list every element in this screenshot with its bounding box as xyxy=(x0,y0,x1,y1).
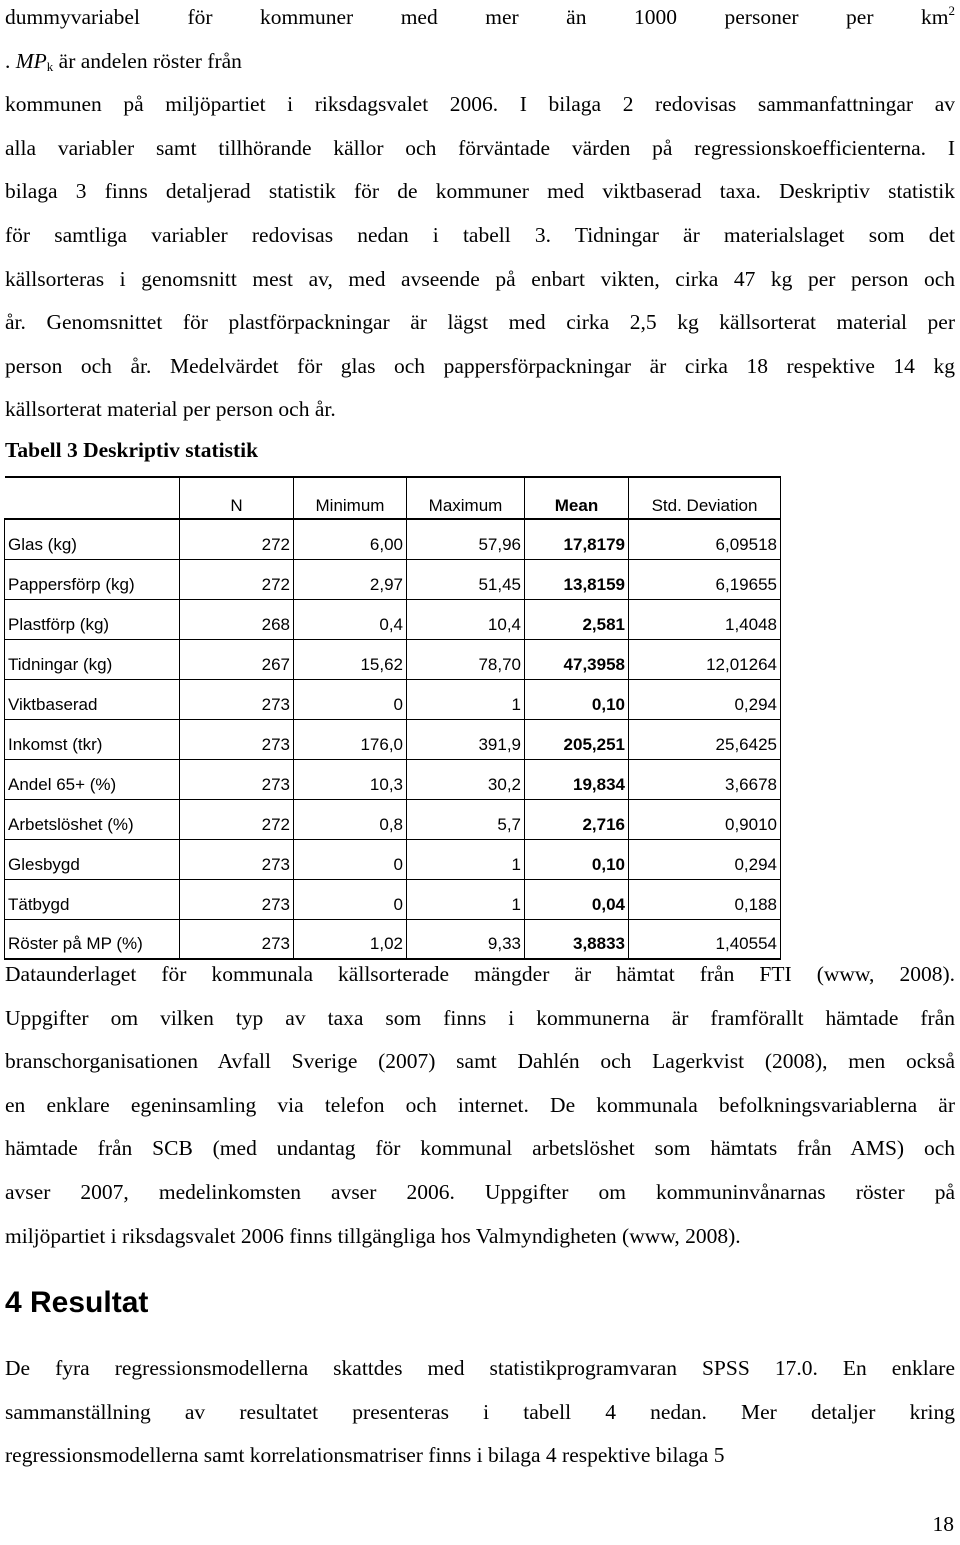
sources-line: avser 2007, medelinkomsten avser 2006. Uppgifter om kommuninvånarnas röster på xyxy=(5,1179,955,1204)
table-cell: 57,96 xyxy=(407,519,525,559)
intro-line: kommunen på miljöpartiet i riksdagsvalet 2006. I bilaga 2 redovisas sammanfattningar av xyxy=(5,92,955,117)
table-row xyxy=(5,879,781,919)
table-cell: 0,4 xyxy=(294,599,407,639)
table-cell: 267 xyxy=(180,639,294,679)
row-label: Glesbygd xyxy=(5,839,180,879)
table-header-row xyxy=(5,477,781,519)
table-row xyxy=(5,519,781,559)
table-cell: 272 xyxy=(180,799,294,839)
table-cell: 0,9010 xyxy=(629,799,781,839)
table-cell: 1,4048 xyxy=(629,599,781,639)
results-line: regressionsmodellerna samt korrelationsmatriser finns i bilaga 4 respektive bilaga 5 xyxy=(5,1443,725,1468)
intro-paragraph xyxy=(5,0,955,432)
sources-line: branschorganisationen Avfall Sverige (2007) samt Dahlén och Lagerkvist (2008), men också xyxy=(5,1049,955,1074)
sources-line: Uppgifter om vilken typ av taxa som finns i kommunerna är framförallt hämtade från xyxy=(5,1005,955,1030)
table-cell: 12,01264 xyxy=(629,639,781,679)
table-cell: 273 xyxy=(180,879,294,919)
header-n: N xyxy=(180,477,294,519)
descriptive-statistics-table xyxy=(4,476,781,960)
row-label: Tidningar (kg) xyxy=(5,639,180,679)
intro-line: källsorterat material per person och år. xyxy=(5,397,336,422)
table-cell: 9,33 xyxy=(407,919,525,959)
intro-line: källsorteras i genomsnitt mest av, med avseende på enbart vikten, cirka 47 kg per person och xyxy=(5,266,955,291)
results-paragraph xyxy=(5,1347,955,1478)
table-cell: 6,09518 xyxy=(629,519,781,559)
intro-line: person och år. Medelvärdet för glas och pappersförpackningar är cirka 18 respektive 14 kg xyxy=(5,353,955,378)
table-cell: 6,00 xyxy=(294,519,407,559)
intro-text: är andelen röster från xyxy=(58,48,242,73)
section-heading: 4 Resultat xyxy=(5,1286,149,1319)
intro-line: för samtliga variabler redovisas nedan i tabell 3. Tidningar är materialslaget som det xyxy=(5,222,955,247)
table-cell: 391,9 xyxy=(407,719,525,759)
variable-symbol: MP xyxy=(15,48,47,73)
table-title: Tabell 3 Deskriptiv statistik xyxy=(5,438,259,462)
table-cell: 30,2 xyxy=(407,759,525,799)
superscript: 2 xyxy=(948,3,955,18)
table-cell: 10,4 xyxy=(407,599,525,639)
table-row xyxy=(5,679,781,719)
table-cell-mean: 0,04 xyxy=(525,879,629,919)
table-cell-mean: 17,8179 xyxy=(525,519,629,559)
intro-line: bilaga 3 finns detaljerad statistik för de kommuner med viktbaserad taxa. Deskriptiv statistik xyxy=(5,179,955,204)
table-cell-mean: 47,3958 xyxy=(525,639,629,679)
table-cell: 0,294 xyxy=(629,679,781,719)
sources-line: Dataunderlaget för kommunala källsorterade mängder är hämtat från FTI (www, 2008). xyxy=(5,962,955,986)
header-mean: Mean xyxy=(525,477,629,519)
results-line: sammanställning av resultatet presenteras i tabell 4 nedan. Mer detaljer kring xyxy=(5,1399,955,1424)
table-cell-mean: 0,10 xyxy=(525,839,629,879)
table-cell-mean: 2,716 xyxy=(525,799,629,839)
row-label: Glas (kg) xyxy=(5,519,180,559)
row-label: Viktbaserad xyxy=(5,679,180,719)
subscript: k xyxy=(46,58,54,74)
table-row xyxy=(5,719,781,759)
table-cell: 0 xyxy=(294,679,407,719)
table-cell: 0 xyxy=(294,879,407,919)
table-cell: 15,62 xyxy=(294,639,407,679)
table-cell-mean: 205,251 xyxy=(525,719,629,759)
table-cell: 0,188 xyxy=(629,879,781,919)
table-cell: 273 xyxy=(180,719,294,759)
intro-line: år. Genomsnittet för plastförpackningar är lägst med cirka 2,5 kg källsorterat material per xyxy=(5,310,955,335)
row-label: Pappersförp (kg) xyxy=(5,559,180,599)
intro-line: alla variabler samt tillhörande källor och förväntade värden på regressionskoefficienterna. I xyxy=(5,135,955,160)
header-std-deviation: Std. Deviation xyxy=(629,477,781,519)
intro-line xyxy=(5,0,955,40)
results-line: De fyra regressionsmodellerna skattdes med statistikprogramvaran SPSS 17.0. En enklare xyxy=(5,1356,955,1380)
intro-text: . xyxy=(5,48,11,73)
table-cell: 1 xyxy=(407,679,525,719)
table-cell: 176,0 xyxy=(294,719,407,759)
sources-line: en enklare egeninsamling via telefon och internet. De kommunala befolkningsvariablerna är xyxy=(5,1092,955,1117)
intro-text: dummyvariabel för kommuner med mer än 1000 personer per km xyxy=(5,5,949,29)
table-row xyxy=(5,839,781,879)
table-cell: 1,02 xyxy=(294,919,407,959)
row-label: Arbetslöshet (%) xyxy=(5,799,180,839)
table-cell: 5,7 xyxy=(407,799,525,839)
table-cell: 0,294 xyxy=(629,839,781,879)
sources-line: hämtade från SCB (med undantag för kommunal arbetslöshet som hämtats från AMS) och xyxy=(5,1136,955,1161)
row-label: Plastförp (kg) xyxy=(5,599,180,639)
table-cell: 1,40554 xyxy=(629,919,781,959)
sources-line: miljöpartiet i riksdagsvalet 2006 finns tillgängliga hos Valmyndigheten (www, 2008). xyxy=(5,1223,741,1248)
table-row xyxy=(5,559,781,599)
table-cell: 6,19655 xyxy=(629,559,781,599)
table-cell: 0 xyxy=(294,839,407,879)
table-cell: 268 xyxy=(180,599,294,639)
table-cell: 273 xyxy=(180,679,294,719)
table-cell: 272 xyxy=(180,519,294,559)
table-cell: 78,70 xyxy=(407,639,525,679)
table-row xyxy=(5,759,781,799)
table-row xyxy=(5,599,781,639)
page-number: 18 xyxy=(932,1512,954,1536)
row-label: Tätbygd xyxy=(5,879,180,919)
table-row xyxy=(5,799,781,839)
table-cell: 0,8 xyxy=(294,799,407,839)
table-cell-mean: 13,8159 xyxy=(525,559,629,599)
table-cell-mean: 2,581 xyxy=(525,599,629,639)
table-cell: 3,6678 xyxy=(629,759,781,799)
header-maximum: Maximum xyxy=(407,477,525,519)
table-cell-mean: 19,834 xyxy=(525,759,629,799)
table-cell: 273 xyxy=(180,839,294,879)
header-empty xyxy=(5,477,180,519)
table-cell: 272 xyxy=(180,559,294,599)
table-cell: 51,45 xyxy=(407,559,525,599)
table-cell: 1 xyxy=(407,879,525,919)
table-cell: 273 xyxy=(180,919,294,959)
table-cell-mean: 0,10 xyxy=(525,679,629,719)
table-cell-mean: 3,8833 xyxy=(525,919,629,959)
table-cell: 2,97 xyxy=(294,559,407,599)
table-row xyxy=(5,639,781,679)
table-cell: 1 xyxy=(407,839,525,879)
row-label: Inkomst (tkr) xyxy=(5,719,180,759)
table-cell: 25,6425 xyxy=(629,719,781,759)
header-minimum: Minimum xyxy=(294,477,407,519)
row-label: Andel 65+ (%) xyxy=(5,759,180,799)
row-label: Röster på MP (%) xyxy=(5,919,180,959)
table-cell: 273 xyxy=(180,759,294,799)
sources-paragraph xyxy=(5,953,955,1258)
table-cell: 10,3 xyxy=(294,759,407,799)
